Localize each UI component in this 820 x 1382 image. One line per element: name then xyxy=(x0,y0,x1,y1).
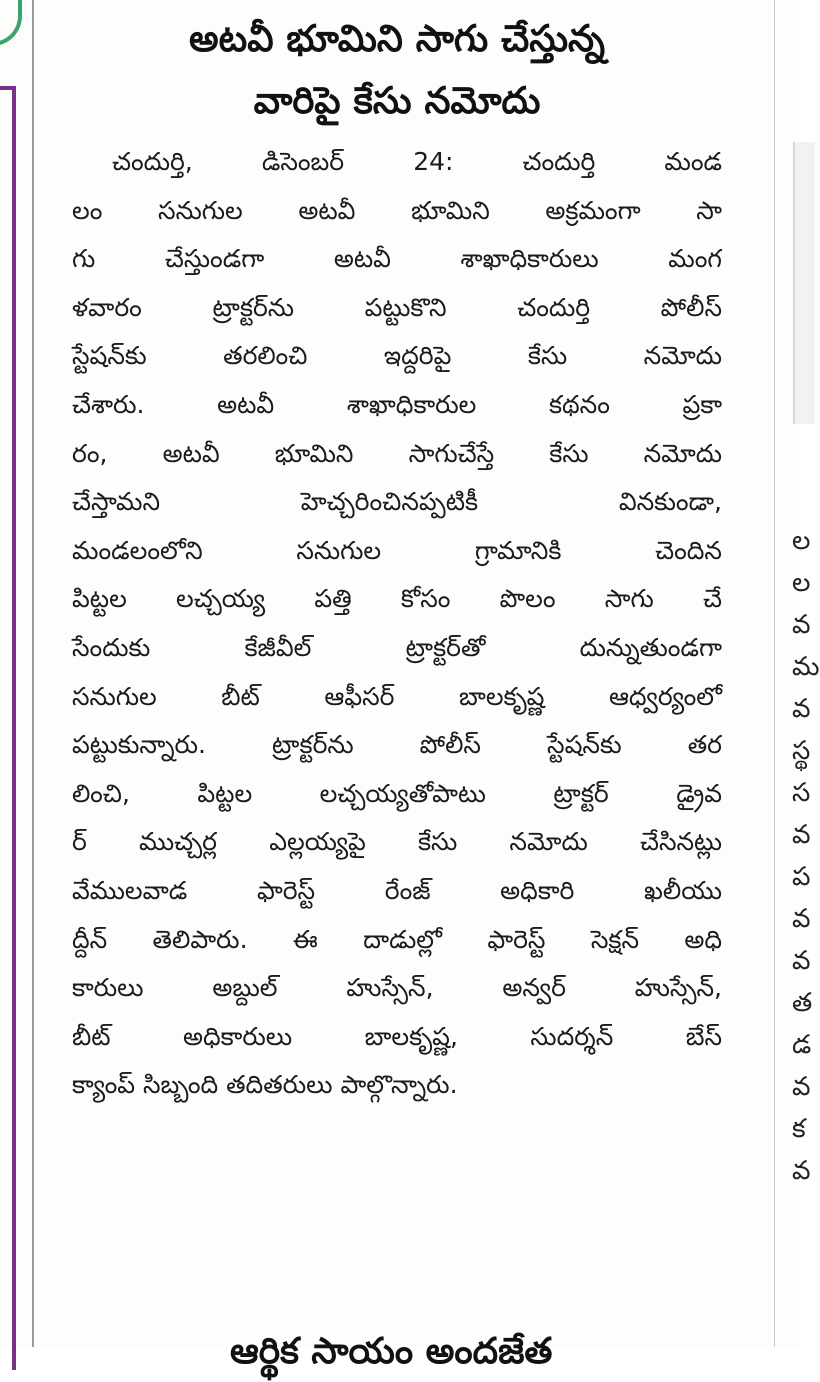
article-body-line: క్యాంప్ సిబ్బంది తదితరులు పాల్గొన్నారు. xyxy=(72,1070,458,1100)
article-body-line: ర్ ముచ్చర్ల ఎల్లయ్యపై కేసు నమోదు చేసినట్లు xyxy=(72,827,722,857)
right-column-text-fragments xyxy=(792,520,820,1192)
article-body-line: సేందుకు కేజీవీల్ ట్రాక్టర్‌తో దున్నుతుండగా xyxy=(72,632,722,662)
article-headline xyxy=(72,8,722,132)
right-column-fragment: వ xyxy=(792,820,811,850)
article-body-line: గు చేస్తుండగా అటవీ శాఖాధికారులు మంగ xyxy=(72,244,722,274)
right-column-fragment: వ xyxy=(792,1156,811,1186)
right-column-fragment: మ xyxy=(792,652,820,682)
article-body-line: స్టేషన్‌కు తరలించి ఇద్దరిపై కేసు నమోదు xyxy=(72,341,722,371)
right-column-fragment: త xyxy=(792,988,813,1018)
article-body-line: మండలంలోని సనుగుల గ్రామానికి చెందిన xyxy=(72,535,722,565)
article-body-line: వేములవాడ ఫారెస్ట్ రేంజ్ అధికారి ఖలీయు xyxy=(72,875,722,905)
article-body-line: బీట్ అధికారులు బాలకృష్ణ, సుదర్శన్ బేస్ xyxy=(72,1021,722,1051)
right-column-fragment: ల xyxy=(792,526,811,556)
left-column-frame-corner xyxy=(0,0,22,46)
right-column-fragment: వ xyxy=(792,694,811,724)
column-divider-right xyxy=(774,0,775,1347)
right-column-fragment: క xyxy=(792,1114,806,1144)
article-body-line: ళవారం ట్రాక్టర్‌ను పట్టుకొని చందుర్తి పోలీస్ xyxy=(72,292,722,322)
article-body-line: రం, అటవీ భూమిని సాగుచేస్తే కేసు నమోదు xyxy=(72,438,722,468)
right-column-fragment: డ xyxy=(792,1030,812,1060)
article-body-line: లం సనుగుల అటవీ భూమిని అక్రమంగా సా xyxy=(72,195,722,225)
news-article xyxy=(72,8,722,1110)
article-body-line: పిట్టల లచ్చయ్య పత్తి కోసం పొలం సాగు చే xyxy=(72,584,722,614)
right-column-fragment: స xyxy=(792,778,811,808)
right-column-fragment: ల xyxy=(792,568,811,598)
article-body-line: చేశారు. అటవీ శాఖాధికారుల కథనం ప్రకా xyxy=(72,389,722,419)
article-body-line: చేస్తామని హెచ్చరించినప్పటికీ వినకుండా, xyxy=(72,487,722,517)
article-body-line: ద్దీన్ తెలిపారు. ఈ దాడుల్లో ఫారెస్ట్ సెక్షన్ అధి xyxy=(72,924,722,954)
right-column-fragment: వ xyxy=(792,610,811,640)
right-column-fragment: వ xyxy=(792,946,811,976)
right-column-fragment: వ xyxy=(792,1072,811,1102)
article-body-line: కారులు అబ్దుల్ హుస్సేన్, అన్వర్ హుస్సేన్, xyxy=(72,973,722,1003)
right-column-fragment: వ xyxy=(792,904,811,934)
headline-line-2: వారిపై కేసు నమోదు xyxy=(253,79,541,122)
article-body-line: లించి, పిట్టల లచ్చయ్యతోపాటు ట్రాక్టర్ డ్రైవ xyxy=(72,778,722,808)
right-column-fragment: ప xyxy=(792,862,811,892)
article-body xyxy=(72,138,722,1110)
article-body-line: చందుర్తి, డిసెంబర్ 24: చందుర్తి మండ xyxy=(112,147,722,176)
column-divider-left xyxy=(32,0,34,1347)
next-article-heading: ఆర్థిక సాయం అందజేత xyxy=(230,1331,553,1372)
article-body-line: పట్టుకున్నారు. ట్రాక్టర్‌ను పోలీస్ స్టేషన్‌కు తర xyxy=(72,730,722,760)
right-column-fragment: స్థ xyxy=(792,736,811,766)
headline-line-1: అటవీ భూమిని సాగు చేస్తున్న xyxy=(189,17,605,60)
right-column-box xyxy=(793,142,815,424)
article-body-line: సనుగుల బీట్ ఆఫీసర్ బాలకృష్ణ ఆధ్వర్యంలో xyxy=(72,681,722,711)
left-column-frame xyxy=(0,86,16,1370)
